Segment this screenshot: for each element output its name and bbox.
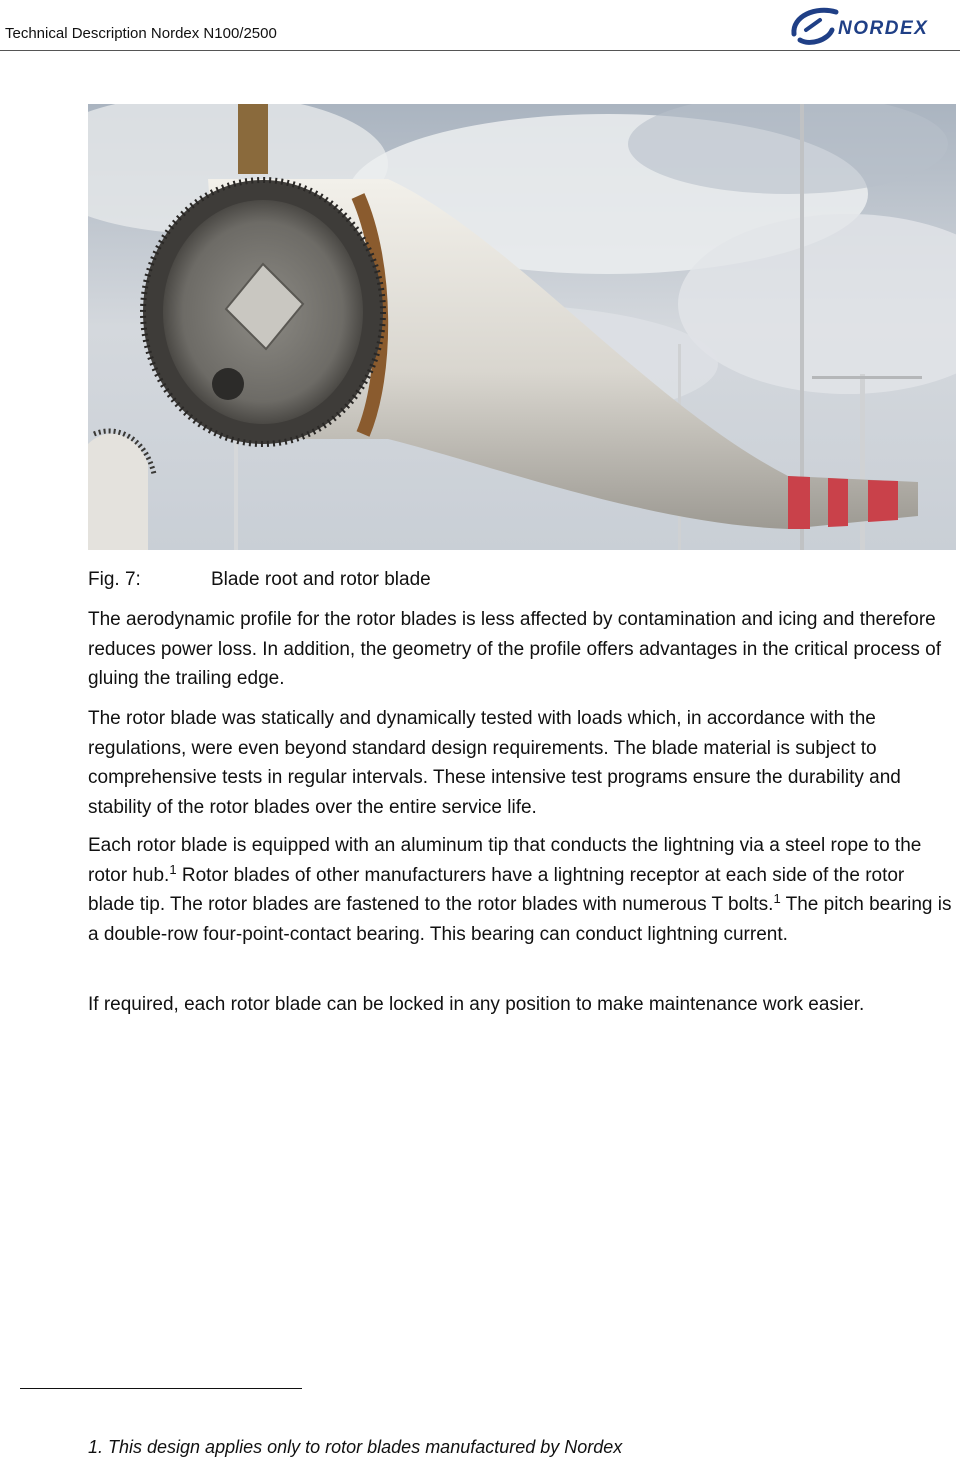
figure-photo-blade	[88, 104, 956, 550]
lightning-text-part-1: Each rotor blade is equipped with an aluminum tip that conducts the lightning via a steel rope to the rotor hub.	[88, 835, 922, 886]
footnote-ref-2: 1	[773, 891, 781, 907]
figure-number: Fig. 7:	[88, 569, 141, 590]
page-header	[0, 0, 960, 52]
svg-text:NORDEX: NORDEX	[838, 18, 929, 39]
nordex-logo-mark	[786, 4, 956, 48]
figure-caption-text: Blade root and rotor blade	[211, 569, 431, 590]
rotor-blade-photo	[88, 104, 956, 550]
paragraph-aerodynamic-profile: The aerodynamic profile for the rotor blades is less affected by contamination and icing and therefore reduces power loss. In addition, the geometry of the profile offers advantages in the critical process of gluing the trailing edge.	[88, 609, 942, 690]
lightning-text-part-2: Rotor blades of other manufacturers have a lightning receptor at each side of the rotor blade tip. The rotor blades are fastened to the rotor blades with numerous T bolts.	[88, 864, 905, 916]
footnote-divider	[20, 1388, 302, 1389]
paragraph-blade-locking: If required, each rotor blade can be locked in any position to make maintenance work easier.	[88, 994, 865, 1015]
header-divider	[0, 50, 960, 51]
nordex-logo	[786, 4, 956, 48]
paragraph-blade-testing: The rotor blade was statically and dynamically tested with loads which, in accordance with the regulations, were even beyond standard design requirements. The blade material is subject to comprehensive tests in regular intervals. These intensive test programs ensure the durability and stability of the rotor blades over the entire service life.	[88, 708, 901, 818]
lightning-text-part-3: The pitch bearing is a double-row four-point-contact bearing. This bearing can conduct lightning current.	[88, 894, 952, 945]
footnote-ref-1: 1	[169, 861, 177, 877]
document-title: Technical Description Nordex N100/2500	[5, 25, 277, 42]
footnote-text: 1. This design applies only to rotor blades manufactured by Nordex	[88, 1437, 623, 1457]
paragraph-lightning-protection	[88, 831, 954, 949]
